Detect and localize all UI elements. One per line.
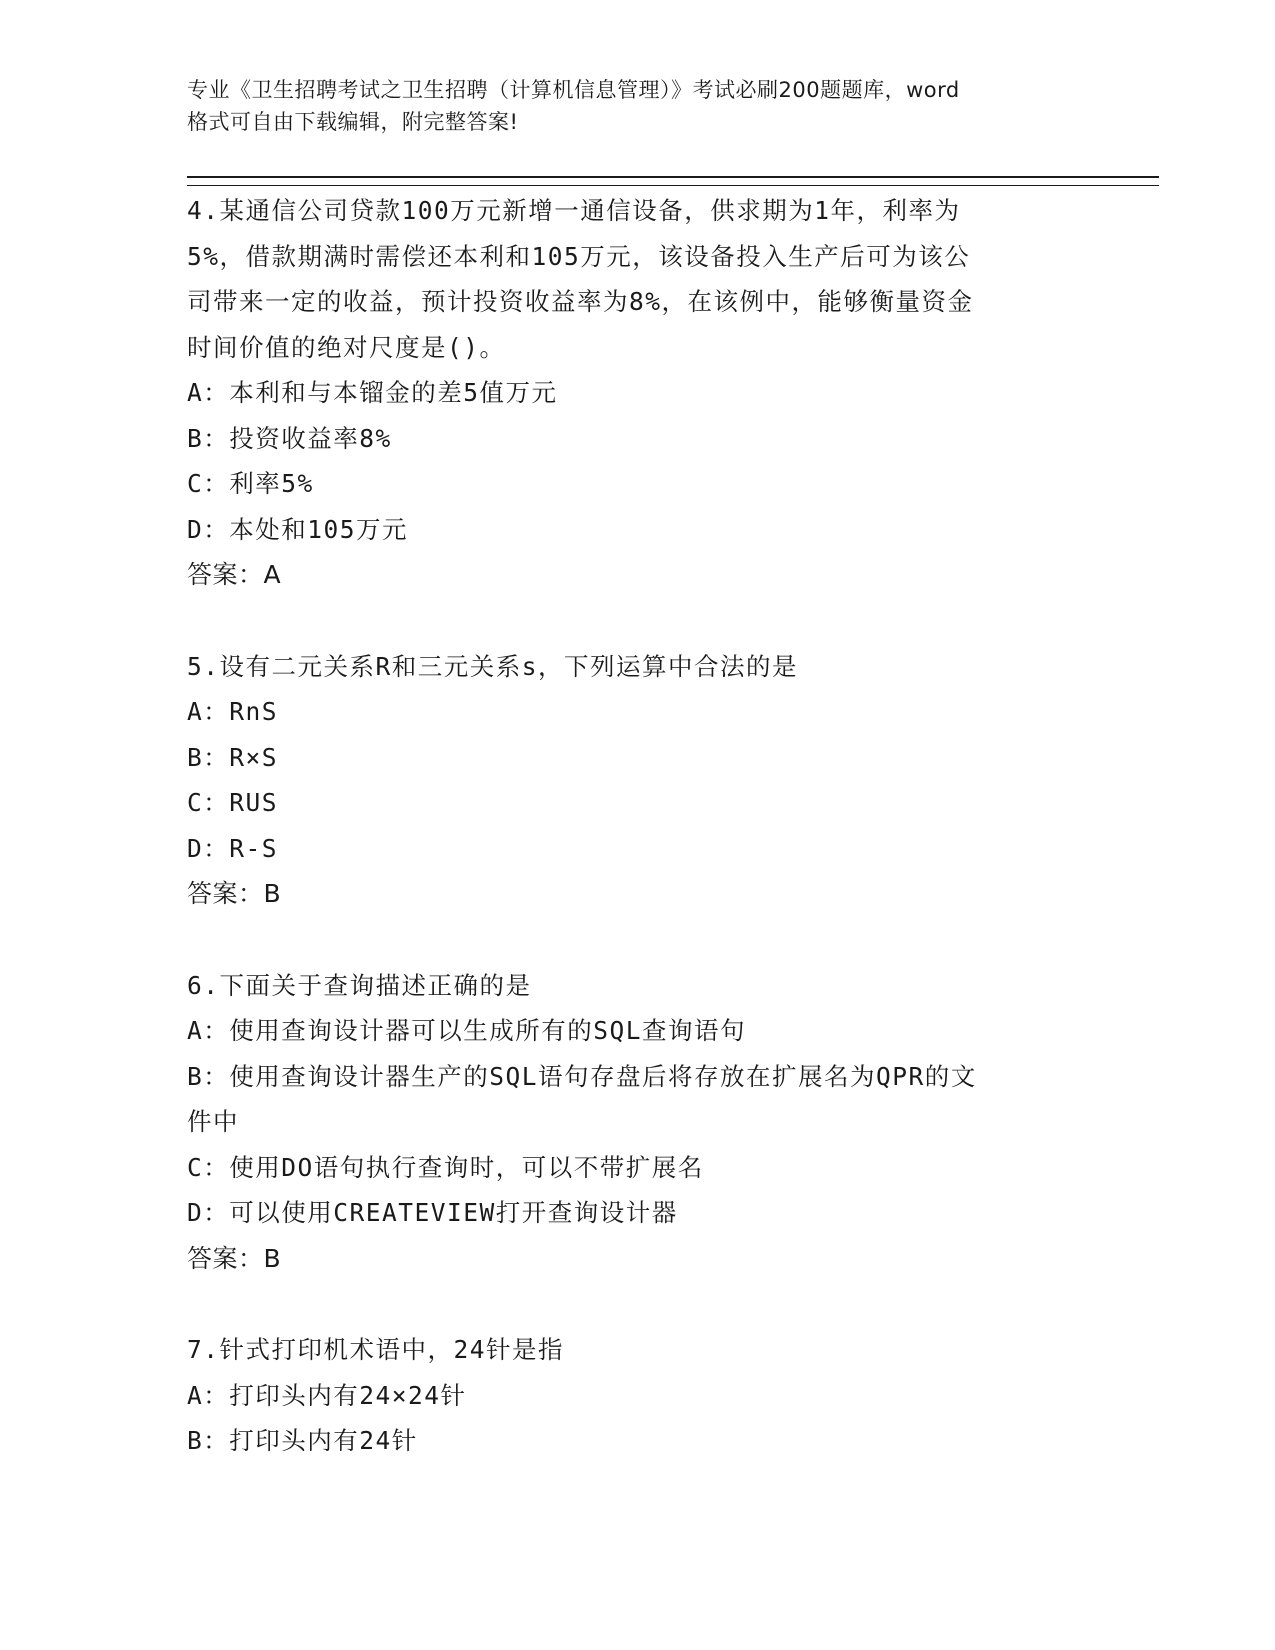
question-stem-line: 4.某通信公司贷款100万元新增一通信设备，供求期为1年，利率为 [187, 196, 961, 225]
option-b: B：打印头内有24针 [187, 1426, 418, 1455]
question-7 [187, 1327, 1087, 1464]
question-list [187, 188, 1087, 1464]
document-header [187, 74, 1087, 138]
answer-label: 答案：B [187, 879, 282, 908]
option-a: A：RnS [187, 697, 279, 726]
option-a: A：使用查询设计器可以生成所有的SQL查询语句 [187, 1016, 746, 1045]
question-stem-line: 5.设有二元关系R和三元关系s，下列运算中合法的是 [187, 651, 798, 681]
question-4 [187, 188, 1087, 598]
option-d: D：可以使用CREATEVIEW打开查询设计器 [187, 1198, 678, 1227]
option-b: B：使用查询设计器生产的SQL语句存盘后将存放在扩展名为QPR的文 [187, 1061, 977, 1091]
option-b: B：投资收益率8% [187, 423, 392, 453]
question-5 [187, 644, 1087, 917]
option-a: A：本利和与本镏金的差5值万元 [187, 378, 558, 407]
option-b: B：R×S [187, 742, 279, 772]
option-a: A：打印头内有24×24针 [187, 1380, 467, 1410]
answer-label: 答案：A [187, 560, 282, 589]
option-d: D：本处和105万元 [187, 514, 409, 544]
question-6 [187, 963, 1087, 1282]
option-c: C：使用DO语句执行查询时，可以不带扩展名 [187, 1152, 704, 1182]
header-title-line-2: 格式可自由下载编辑，附完整答案! [187, 110, 519, 134]
question-stem-line: 时间价值的绝对尺度是()。 [187, 332, 506, 362]
option-d: D：R-S [187, 833, 279, 863]
header-divider [187, 176, 1159, 186]
option-c: C：利率5% [187, 469, 314, 498]
question-stem-line: 7.针式打印机术语中，24针是指 [187, 1335, 564, 1364]
question-stem-line: 司带来一定的收益，预计投资收益率为8%，在该例中，能够衡量资金 [187, 287, 974, 316]
question-stem-line: 6.下面关于查询描述正确的是 [187, 970, 532, 1000]
option-b-continued: 件中 [187, 1107, 239, 1136]
answer-label: 答案：B [187, 1243, 282, 1273]
header-title-line-1: 专业《卫生招聘考试之卫生招聘（计算机信息管理）》考试必刷200题题库，word [187, 78, 960, 102]
question-stem-line: 5%，借款期满时需偿还本利和105万元，该设备投入生产后可为该公 [187, 241, 971, 271]
option-c: C：RUS [187, 788, 279, 817]
